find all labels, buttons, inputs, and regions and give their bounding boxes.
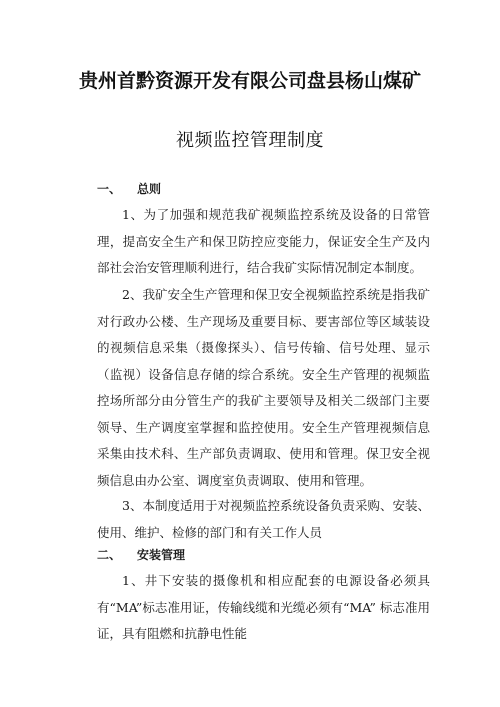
section-number: 二、: [97, 548, 122, 562]
section-heading-text: 总则: [137, 182, 162, 196]
document-title-company: 贵州首黔资源开发有限公司盘县杨山煤矿: [78, 70, 421, 92]
section-heading-installation: [97, 546, 185, 563]
paragraph: 2、我矿安全生产管理和保卫安全视频监控系统是指我矿对行政办公楼、生产现场及重要目标、要害部位等区域装设的视频信息采集（摄像探头）、信号传输、信号处理、显示（监视）设备信息存储的综合系统。安全生产管理的视频监控场所部分由分管生产的我矿主要领导及相关二级部门主要领导、生产调度室掌握和监控使用。安全生产管理视频信息采集由技术科、生产部负责调取、使用和管理。保卫安全视频信息由办公室、调度室负责调取、使用和管理。: [97, 287, 430, 488]
paragraph: 1、井下安装的摄像机和相应配套的电源设备必须具有“MA”标志准用证，传输线缆和光缆必须有“MA” 标志准用证，具有阻燃和抗静电性能: [97, 573, 430, 641]
paragraph: 1、为了加强和规范我矿视频监控系统及设备的日常管理，提高安全生产和保卫防控应变能力，保证安全生产及内部社会治安管理顺利进行，结合我矿实际情况制定本制度。: [97, 207, 430, 275]
document-title-regulation: 视频监控管理制度: [176, 130, 324, 151]
section-number: 一、: [97, 182, 122, 196]
section-heading-text: 安装管理: [137, 548, 186, 562]
paragraph: 3、本制度适用于对视频监控系统设备负责采购、安装、使用、维护、检修的部门和有关工作人员: [97, 498, 430, 540]
section-heading-general: [97, 180, 161, 197]
